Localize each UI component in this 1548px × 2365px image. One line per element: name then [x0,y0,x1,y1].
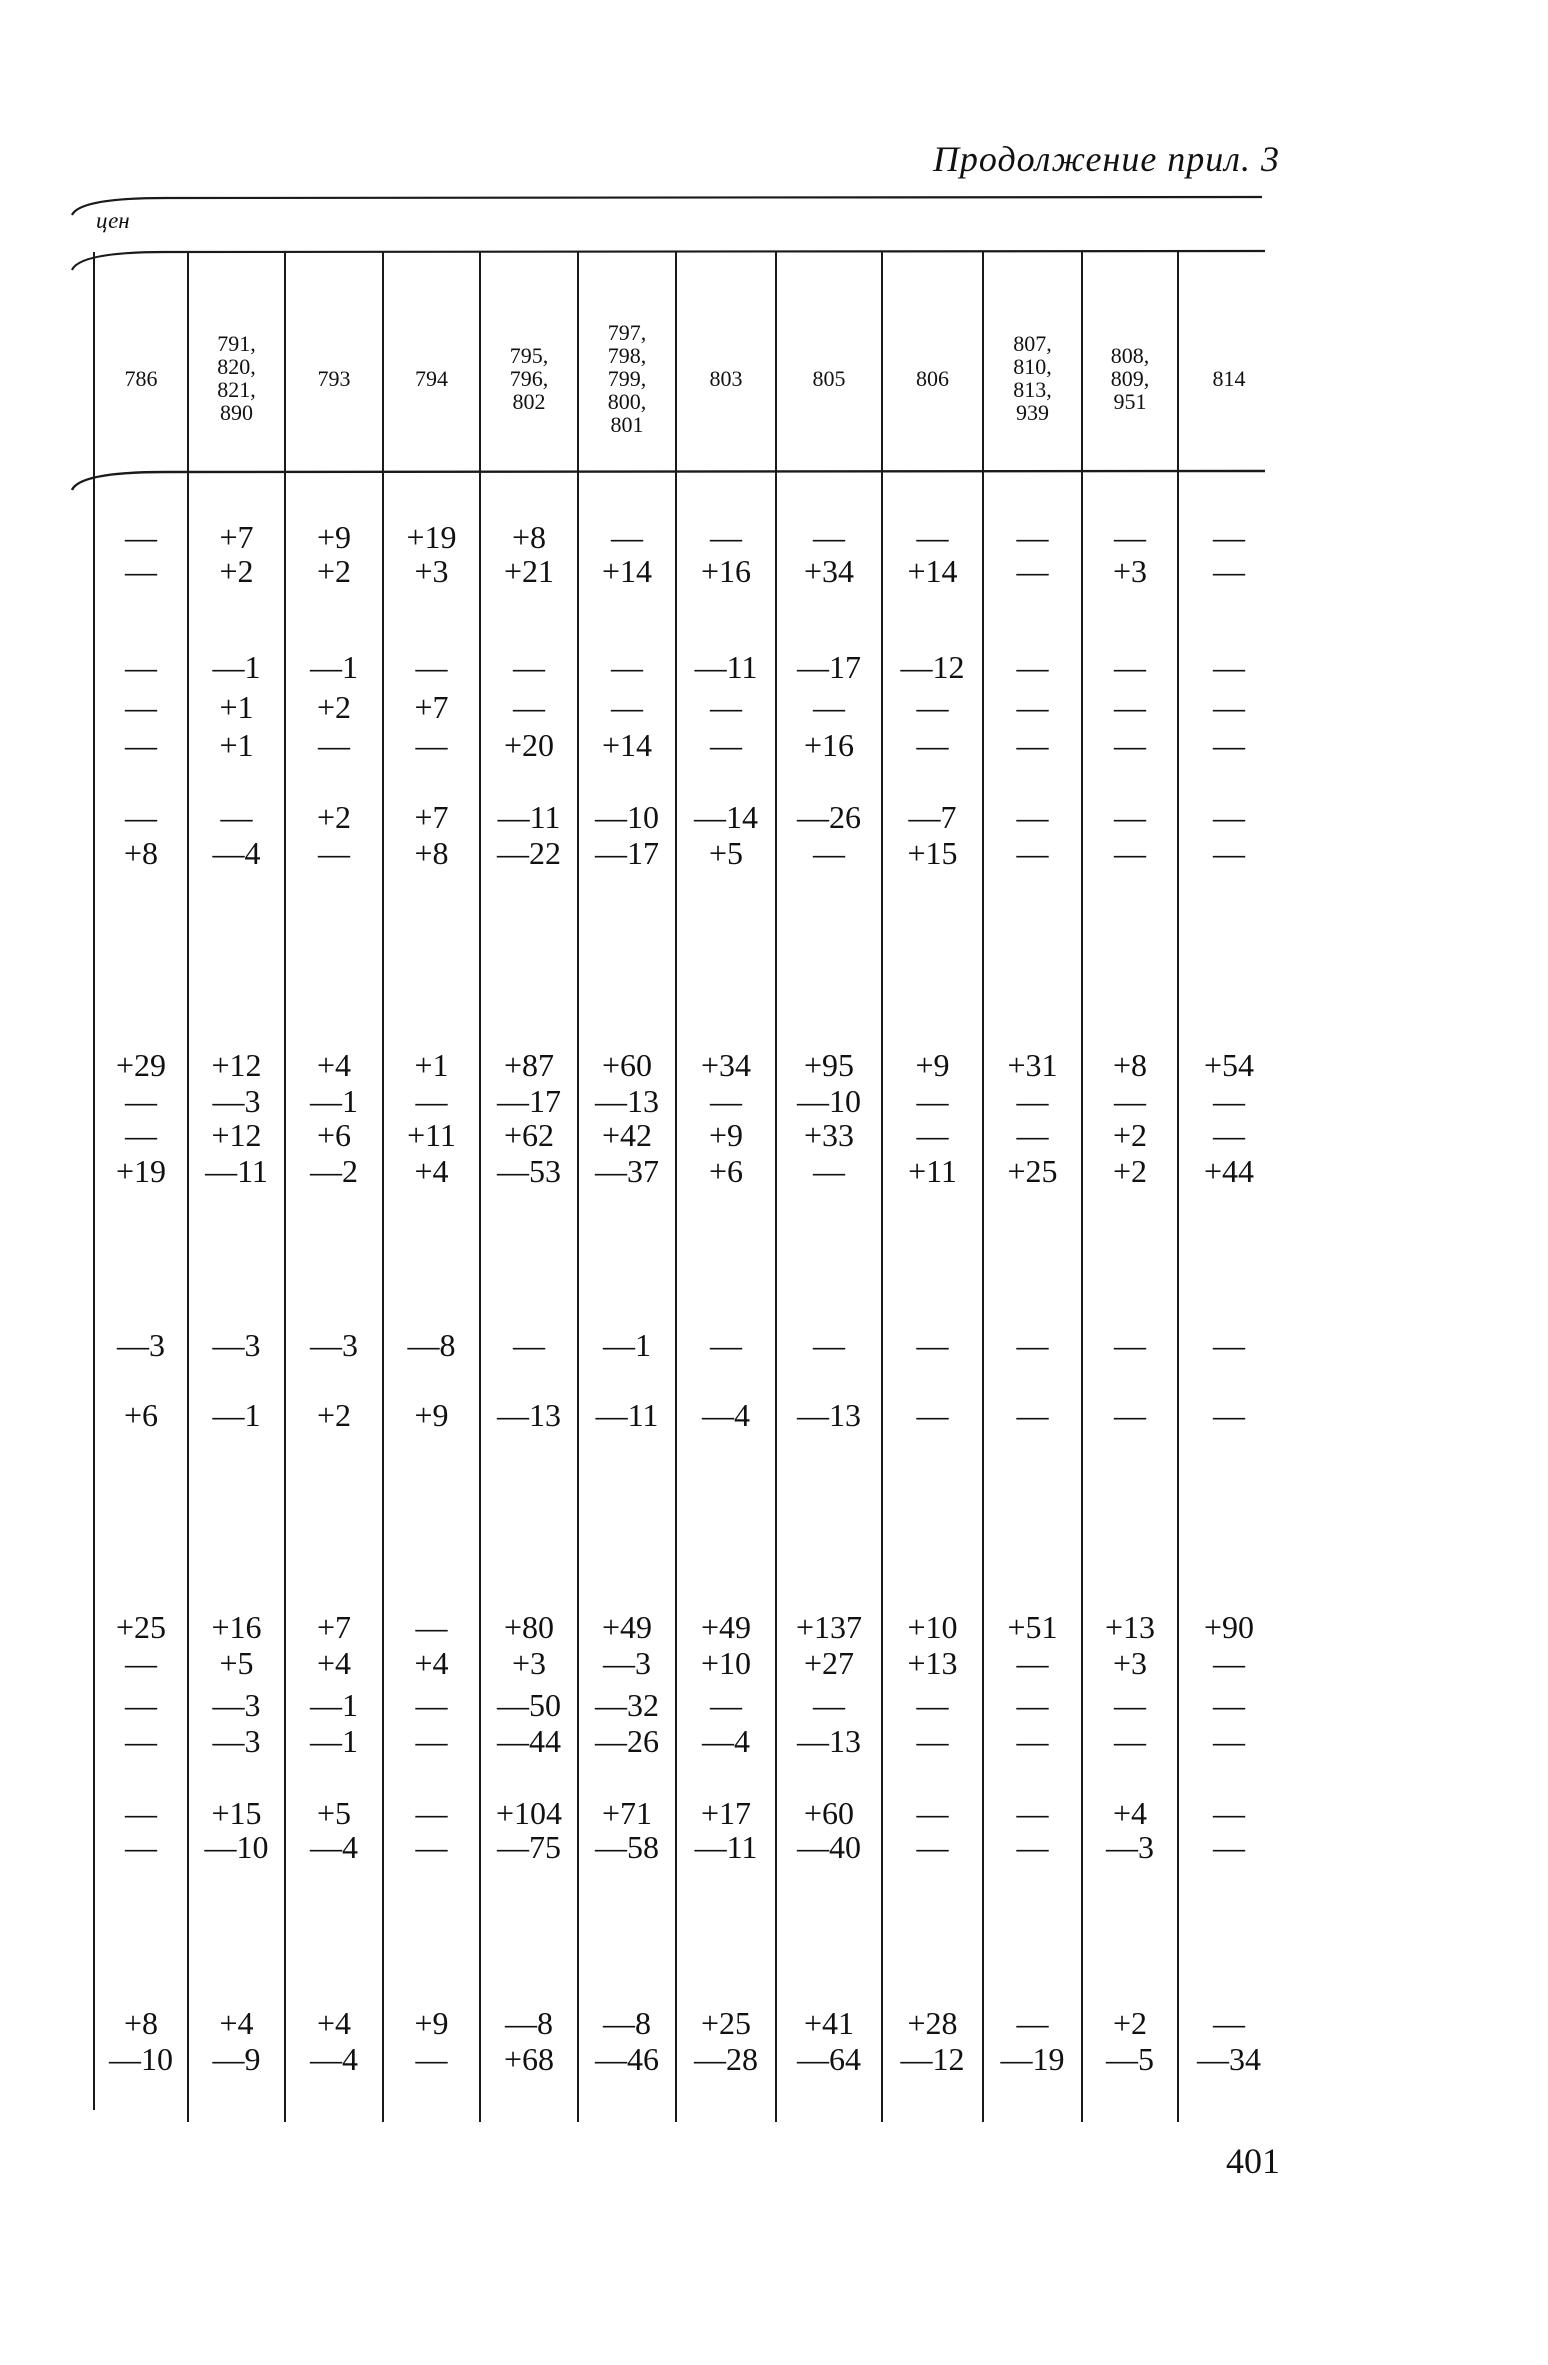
table-cell: —64 [797,2041,861,2077]
table-cell: —3 [212,1723,261,1759]
table-cell: +2 [316,689,352,725]
table-cell: — [916,1397,949,1433]
table-cell: —13 [797,1723,861,1759]
table-cell: — [125,1645,157,1681]
table-cell: +16 [803,727,855,763]
table-cell: +5 [708,835,744,871]
table-cell: — [1016,1795,1049,1831]
table-cell: — [1213,553,1245,589]
table-cell: — [813,835,845,871]
column-header: 805 [812,365,846,391]
table-cell: +9 [708,1117,744,1153]
table-cell: — [1114,1083,1146,1119]
table-cell: —4 [310,2041,358,2077]
table-cell: +25 [1007,1153,1058,1189]
table-cell: +42 [601,1117,653,1153]
table-cell: — [710,727,742,763]
table-cell: +2 [1112,1117,1148,1153]
table-cell: — [1114,1327,1146,1363]
table-cell: — [1213,1645,1245,1681]
table-cell: +2 [1112,1153,1148,1189]
table-cell: +5 [316,1795,352,1831]
table-cell: +14 [601,553,653,589]
table-cell: —10 [204,1829,269,1865]
column-header: 786 [124,365,158,391]
table-cell: +4 [414,1645,449,1681]
table-cell: —58 [595,1829,659,1865]
table-cell: —1 [310,1083,358,1119]
table-cell: +8 [123,835,159,871]
table-cell: — [710,689,742,725]
table-cell: — [813,689,845,725]
table-cell: +6 [316,1117,352,1153]
table-cell: —11 [497,799,561,835]
table-cell: — [415,2041,448,2077]
table-cell: —3 [1106,1829,1154,1865]
table-cell: +7 [219,519,254,555]
table-cell: —4 [310,1829,358,1865]
table-cell: — [813,1327,845,1363]
column-header: 795, 796, 802 [509,342,549,414]
table-cell: —3 [212,1687,261,1723]
table-cell: — [916,727,949,763]
table-cell: —10 [595,799,659,835]
table-cell: +4 [219,2005,254,2041]
table-cell: —7 [908,799,957,835]
table-cell: +3 [511,1645,547,1681]
table-cell: +11 [908,1153,957,1189]
table-cell: +13 [1104,1609,1156,1645]
column-header: 807, 810, 813, 939 [1013,331,1052,425]
table-cell: +19 [115,1153,167,1189]
table-cell: +3 [1112,553,1148,589]
table-cell: — [1114,1723,1146,1759]
table-cell: — [415,1723,448,1759]
table-cell: — [415,1687,448,1723]
table-cell: +54 [1203,1047,1255,1083]
table-cell: — [611,649,643,685]
table-cell: — [916,1829,949,1865]
table-cell: +4 [316,1645,352,1681]
table-cell: — [1213,727,1245,763]
table-cell: — [513,649,545,685]
table-cell: +33 [803,1117,855,1153]
table-cell: — [1016,799,1049,835]
table-cell: +14 [601,727,653,763]
column-header: 803 [709,365,743,391]
table-cell: +16 [211,1609,262,1645]
table-cell: +68 [503,2041,555,2077]
table-cell: +16 [700,553,752,589]
table-cell: +4 [414,1153,449,1189]
table-cell: —12 [900,2041,965,2077]
table-cell: —5 [1106,2041,1154,2077]
table-cell: — [1016,727,1049,763]
table-cell: —8 [603,2005,651,2041]
table-cell: —4 [212,835,261,871]
table-cell: — [1213,689,1245,725]
column-header: 814 [1212,365,1246,391]
table-cell: +34 [803,553,855,589]
table-cell: — [916,1723,949,1759]
table-cell: —8 [505,2005,553,2041]
column-header: 794 [415,365,448,391]
table-cell: — [125,1829,157,1865]
table-cell: — [1213,1083,1245,1119]
table-cell: — [1016,553,1049,589]
table-cell: +10 [700,1645,752,1681]
table-cell: —11 [694,649,758,685]
table-cell: +7 [316,1609,352,1645]
table-cell: — [1213,1327,1245,1363]
table-cell: — [1213,1687,1245,1723]
table-cell: —53 [497,1153,561,1189]
table-cell: — [916,689,949,725]
table-cell: —14 [694,799,758,835]
table-cell: —44 [497,1723,561,1759]
table-cell: —26 [797,799,861,835]
table-cell: — [125,799,157,835]
table-cell: — [710,519,742,555]
table-cell: — [125,553,157,589]
table-cell: +19 [406,519,457,555]
table-cell: +1 [219,727,254,763]
table-cell: +2 [1112,2005,1148,2041]
table-cell: +7 [414,689,449,725]
table-cell: — [125,519,157,555]
table-cell: — [1016,835,1049,871]
table-cell: —75 [497,1829,561,1865]
table-cell: +41 [803,2005,855,2041]
table-cell: +17 [700,1795,752,1831]
table-cell: +8 [414,835,449,871]
table-cell: — [415,1083,448,1119]
table-cell: — [1114,1397,1146,1433]
table-cell: — [916,1327,949,1363]
table-cell: — [1016,689,1049,725]
table-cell: +20 [503,727,555,763]
table-cell: —13 [595,1083,659,1119]
table-cell: —11 [595,1397,659,1433]
table-cell: +31 [1007,1047,1058,1083]
table-cell: +2 [316,799,352,835]
table-cell: +8 [1112,1047,1148,1083]
table-cell: — [916,1795,949,1831]
table-cell: +9 [414,2005,449,2041]
table-cell: — [916,1117,949,1153]
table-cell: +4 [316,2005,352,2041]
table-cell: +21 [503,553,555,589]
table-cell: — [1213,835,1245,871]
table-cell: — [125,727,157,763]
column-header: 791, 820, 821, 890 [217,331,256,425]
table-cell: —17 [595,835,659,871]
table-cell: +8 [123,2005,159,2041]
table-cell: — [611,689,643,725]
table-cell: +6 [123,1397,159,1433]
table-cell: —28 [694,2041,758,2077]
table-cell: +1 [219,689,254,725]
table-cell: —11 [694,1829,758,1865]
table-cell: — [1016,1327,1049,1363]
table-cell: —3 [310,1327,358,1363]
table-cell: — [1213,2005,1245,2041]
table-cell: — [611,519,643,555]
table-cell: —8 [407,1327,456,1363]
table-cell: +87 [503,1047,555,1083]
table-cell: +12 [211,1117,262,1153]
table-cell: +25 [700,2005,752,2041]
table-cell: — [318,727,350,763]
column-header: 793 [317,365,351,391]
table-cell: — [813,519,845,555]
table-cell: — [1016,649,1049,685]
table-cell: — [813,1687,845,1723]
table-cell: — [1114,689,1146,725]
table-cell: —10 [797,1083,861,1119]
header-bottom-rule [72,471,1265,490]
table-cell: —1 [212,1397,261,1433]
table-cell: — [1016,519,1049,555]
table-cell: +4 [316,1047,352,1083]
table-cell: —1 [212,649,261,685]
table-cell: +90 [1203,1609,1255,1645]
table-cell: —3 [212,1327,261,1363]
table-cell: — [125,689,157,725]
table-cell: — [1213,649,1245,685]
table-cell: — [1114,519,1146,555]
table-cell: +95 [803,1047,855,1083]
table-cell: +9 [414,1397,449,1433]
table-cell: —26 [595,1723,659,1759]
table-cell: — [1213,1117,1245,1153]
table-cell: —3 [117,1327,165,1363]
top-rule [72,197,1262,215]
table-cell: —2 [310,1153,358,1189]
header-top-rule [72,251,1265,270]
table-cell: —3 [603,1645,651,1681]
table-cell: —13 [797,1397,861,1433]
table-cell: +8 [511,519,547,555]
table-cell: +60 [803,1795,855,1831]
table-cell: —12 [900,649,965,685]
table-cell: — [710,1327,742,1363]
table-cell: +28 [907,2005,958,2041]
table-cell: — [1114,649,1146,685]
table-cell: —4 [702,1397,750,1433]
table-cell: — [916,1687,949,1723]
table-cell: +7 [414,799,449,835]
table-cell: — [1016,1645,1049,1681]
table-cell: +6 [708,1153,744,1189]
table-cell: +44 [1203,1153,1255,1189]
column-header: 806 [916,365,949,391]
table-cell: +29 [115,1047,167,1083]
table-cell: —4 [702,1723,750,1759]
table-cell: +2 [316,1397,352,1433]
table-cell: +62 [503,1117,555,1153]
table-cell: — [1114,1687,1146,1723]
table-cell: — [813,1153,845,1189]
table-caption: Продолжение прил. 3 [932,139,1280,179]
header-fragment-label: цен [96,208,130,233]
table-cell: +9 [915,1047,950,1083]
table-cell: — [415,727,448,763]
table-cell: — [1213,519,1245,555]
table-cell: —37 [595,1153,659,1189]
table-cell: +4 [1112,1795,1148,1831]
table-cell: — [710,1083,742,1119]
table-cell: — [318,835,350,871]
table-cell: — [916,1083,949,1119]
table-cell: — [710,1687,742,1723]
table-cell: —22 [497,835,561,871]
table-cell: — [1114,799,1146,835]
table-cell: — [1016,1687,1049,1723]
table-cell: — [916,519,949,555]
table-cell: — [125,1723,157,1759]
table-cell: — [1213,1795,1245,1831]
table-cell: +80 [503,1609,555,1645]
table-cell: —1 [310,1723,358,1759]
table-cell: —1 [310,1687,358,1723]
table-cell: —17 [797,649,861,685]
table-cell: +71 [601,1795,653,1831]
table-cell: +11 [407,1117,456,1153]
table-cell: +12 [211,1047,262,1083]
table-cell: — [125,1795,157,1831]
table-cell: — [125,649,157,685]
table-cell: — [415,649,448,685]
table-cell: +25 [115,1609,167,1645]
table-cell: +1 [414,1047,449,1083]
table-cell: — [125,1687,157,1723]
table-cell: +14 [907,553,958,589]
table-cell: — [1016,1397,1049,1433]
table-cell: — [415,1829,448,1865]
table-cell: —13 [497,1397,561,1433]
table-cell: —34 [1197,2041,1261,2077]
table-cell: —10 [109,2041,173,2077]
table-cell: — [1114,835,1146,871]
table-cell: — [1213,1397,1245,1433]
table-cell: — [513,689,545,725]
table-cell: —9 [212,2041,261,2077]
table-cell: — [1016,2005,1049,2041]
table-cell: +2 [316,553,352,589]
table-cell: —40 [797,1829,861,1865]
table-cell: —1 [603,1327,651,1363]
table-cell: +34 [700,1047,752,1083]
column-header: 808, 809, 951 [1110,342,1150,414]
table-cell: — [1016,1117,1049,1153]
table-cell: — [1213,1723,1245,1759]
table-cell: —1 [310,649,358,685]
table-cell: +3 [414,553,449,589]
table-cell: —19 [1000,2041,1065,2077]
table-cell: +2 [219,553,254,589]
table-cell: —17 [497,1083,561,1119]
table-cell: +10 [907,1609,958,1645]
table-cell: —50 [497,1687,561,1723]
table-cell: +104 [495,1795,563,1831]
table-cell: +15 [907,835,958,871]
table-cell: — [1016,1829,1049,1865]
table-cell: — [513,1327,545,1363]
table-cell: — [1213,799,1245,835]
table-cell: +27 [803,1645,855,1681]
table-cell: — [220,799,253,835]
table-cell: — [125,1083,157,1119]
table-cell: — [125,1117,157,1153]
table-cell: +49 [700,1609,752,1645]
table-cell: +5 [219,1645,254,1681]
table-cell: — [415,1609,448,1645]
page-number: 401 [1226,2141,1280,2181]
table-cell: +51 [1007,1609,1058,1645]
table-cell: +15 [211,1795,262,1831]
table-cell: —3 [212,1083,261,1119]
table-cell: — [1016,1723,1049,1759]
table-cell: —46 [595,2041,659,2077]
table-cell: — [415,1795,448,1831]
table-cell: +13 [907,1645,958,1681]
table-cell: +49 [601,1609,653,1645]
table-cell: —11 [205,1153,268,1189]
table-cell: +3 [1112,1645,1148,1681]
table-cell: — [1016,1083,1049,1119]
table-cell: —32 [595,1687,659,1723]
table-cell: +60 [601,1047,653,1083]
table-cell: +9 [316,519,352,555]
table-cell: — [1213,1829,1245,1865]
table-cell: — [1114,727,1146,763]
column-header: 797, 798, 799, 800, 801 [607,319,647,437]
table-cell: +137 [795,1609,863,1645]
